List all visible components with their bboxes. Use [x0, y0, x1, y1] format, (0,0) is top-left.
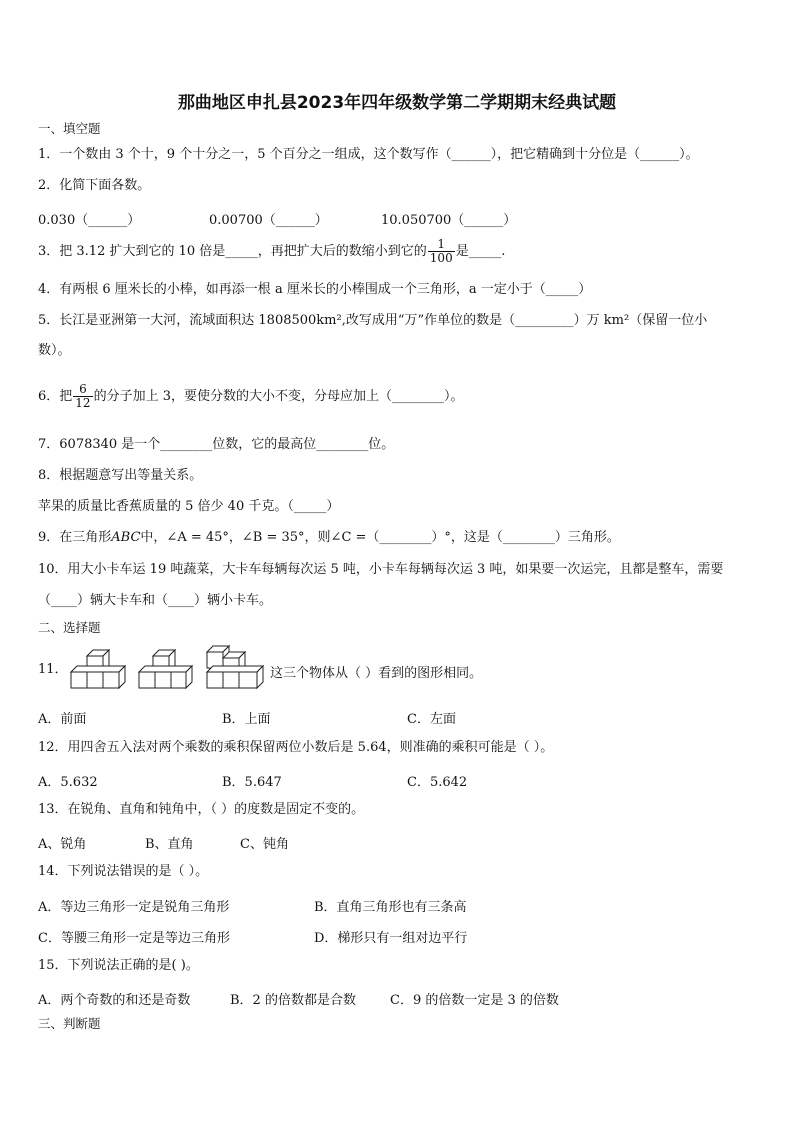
q14-option-a[interactable]: A．等边三角形一定是锐角三角形 [38, 900, 230, 915]
question-1: 1．一个数由 3 个十，9 个十分之一，5 个百分之一组成，这个数写作（______），把它精确到十分位是（______）。 [38, 147, 699, 162]
question-2-item-2: 0.00700（______） [209, 213, 328, 228]
section-choice: 二、选择题 [38, 620, 101, 635]
q13-option-c[interactable]: C、钝角 [240, 837, 289, 852]
question-12: 12．用四舍五入法对两个乘数的乘积保留两位小数后是 5.64，则准确的乘积可能是（ ）。 [38, 740, 554, 755]
q15-option-a[interactable]: A．两个奇数的和还是奇数 [38, 993, 191, 1008]
question-14: 14．下列说法错误的是（ ）。 [38, 864, 209, 879]
q15-option-c[interactable]: C．9 的倍数一定是 3 的倍数 [390, 993, 559, 1008]
question-11-text: 这三个物体从（ ）看到的图形相同。 [270, 666, 483, 681]
q13-option-b[interactable]: B、直角 [145, 837, 194, 852]
fraction-numerator: 1 [428, 238, 455, 252]
cube-figure-1 [70, 646, 128, 690]
question-9-text: 9．在三角形 [38, 530, 112, 545]
cube-figure-3 [205, 644, 265, 690]
question-3-text: 3．把 3.12 扩大到它的 10 倍是_____，再把扩大后的数缩小到它的 [38, 244, 427, 259]
question-8-sub: 苹果的质量比香蕉质量的 5 倍少 40 千克。（_____） [38, 499, 340, 514]
question-5-line-2: 数）。 [38, 343, 71, 358]
question-3 [38, 237, 505, 267]
question-6-text: 6．把 [38, 389, 73, 404]
q13-option-a[interactable]: A、锐角 [38, 837, 87, 852]
fraction-6-12 [73, 383, 92, 410]
question-3-text-end: 是_____. [455, 244, 506, 259]
q11-option-a[interactable]: A．前面 [38, 712, 87, 727]
q12-option-c[interactable]: C．5.642 [407, 775, 468, 790]
q15-option-b[interactable]: B．2 的倍数都是合数 [230, 993, 356, 1008]
fraction-numerator: 6 [73, 383, 92, 397]
q12-option-b[interactable]: B．5.647 [222, 775, 282, 790]
question-10-line-2: （____）辆大卡车和（____）辆小卡车。 [38, 593, 273, 608]
question-2-item-3: 10.050700（______） [381, 213, 517, 228]
question-4: 4．有两根 6 厘米长的小棒，如再添一根 a 厘米长的小棒围成一个三角形，a 一定小于（_____） [38, 282, 592, 297]
question-6-text-end: 的分子加上 3，要使分数的大小不变，分母应加上（________）。 [93, 389, 464, 404]
q11-option-c[interactable]: C．左面 [407, 712, 456, 727]
triangle-label: ABC [111, 530, 141, 545]
page-title: 那曲地区申扎县2023年四年级数学第二学期期末经典试题 [177, 93, 617, 113]
question-11-number: 11． [38, 662, 68, 677]
cube-figure-1-shape [71, 650, 125, 688]
q14-option-c[interactable]: C．等腰三角形一定是等边三角形 [38, 931, 230, 946]
question-10-line-1: 10．用大小卡车运 19 吨蔬菜，大卡车每辆每次运 5 吨，小卡车每辆每次运 3 吨，如果要一次运完，且都是整车，需要 [38, 562, 724, 577]
section-fill-in: 一、填空题 [38, 121, 101, 136]
fraction-denominator: 12 [75, 396, 91, 410]
question-7: 7．6078340 是一个________位数，它的最高位________位。 [38, 437, 395, 452]
question-2-item-1: 0.030（______） [38, 213, 141, 228]
question-13: 13．在锐角、直角和钝角中，（ ）的度数是固定不变的。 [38, 802, 365, 817]
question-5-line-1: 5．长江是亚洲第一大河，流域面积达 1808500km²,改写成用“万”作单位的数是（_________）万 km²（保留一位小 [38, 313, 708, 328]
q11-option-b[interactable]: B．上面 [222, 712, 271, 727]
question-15: 15．下列说法正确的是( )。 [38, 958, 199, 973]
q12-option-a[interactable]: A．5.632 [38, 775, 98, 790]
question-9 [38, 530, 620, 546]
cube-figure-2-shape [139, 650, 192, 688]
cube-figure-3-shape [207, 646, 263, 688]
cube-figure-2 [138, 646, 194, 690]
question-8: 8．根据题意写出等量关系。 [38, 468, 203, 483]
question-6 [38, 382, 463, 412]
question-2: 2．化简下面各数。 [38, 178, 151, 193]
fraction-denominator: 100 [429, 251, 453, 265]
fraction-1-100 [428, 238, 455, 265]
question-9-text-end: 中，∠A = 45°，∠B = 35°，则∠C =（________）°，这是（________）三角形。 [140, 530, 620, 545]
section-judgement: 三、判断题 [38, 1016, 101, 1031]
q14-option-b[interactable]: B．直角三角形也有三条高 [314, 900, 467, 915]
q14-option-d[interactable]: D．梯形只有一组对边平行 [314, 931, 468, 946]
